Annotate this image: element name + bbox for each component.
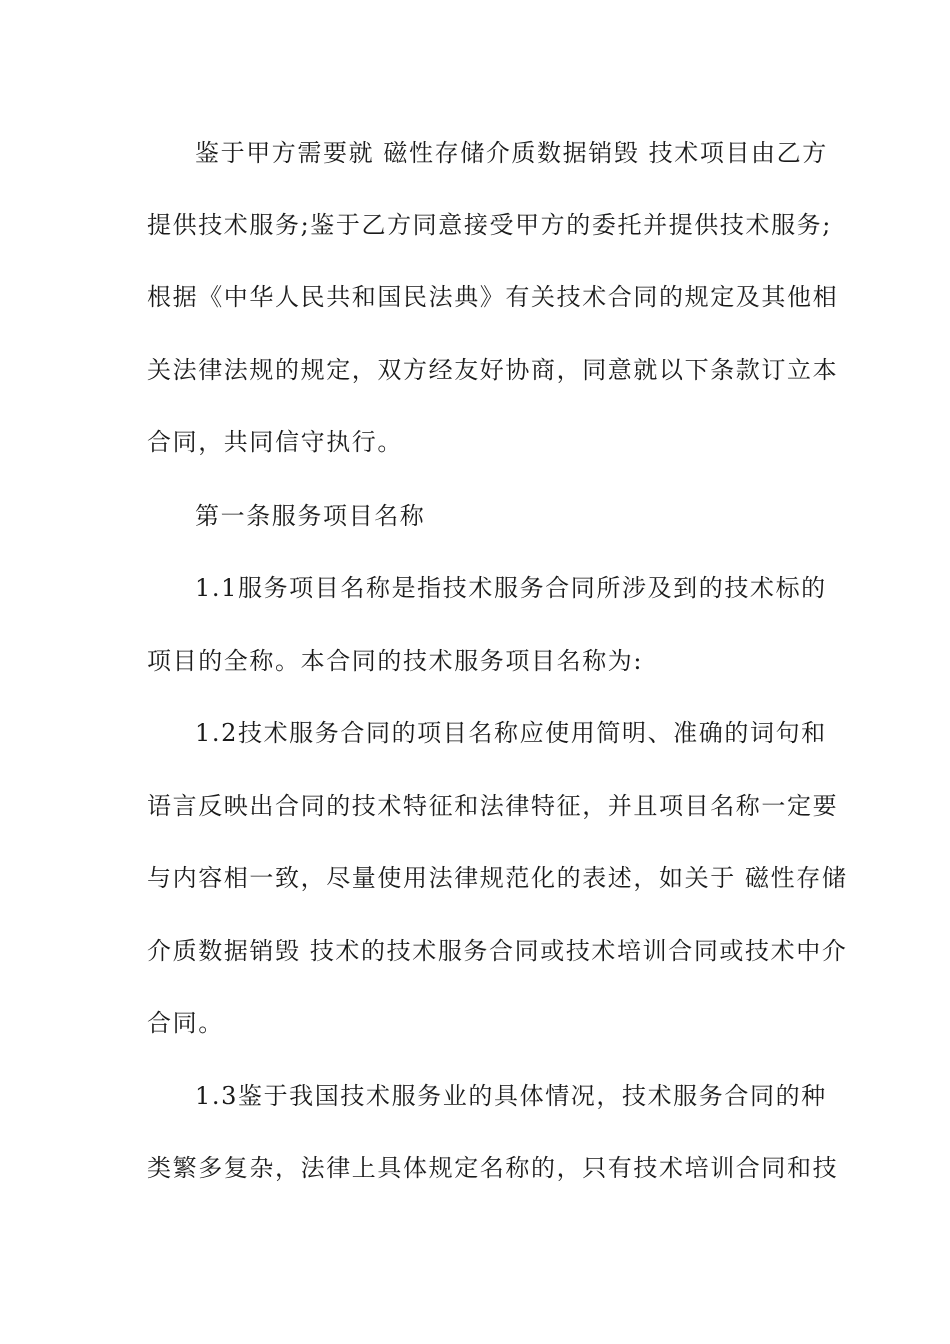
paragraph-line: 鉴于甲方需要就 磁性存储介质数据销毁 技术项目由乙方 — [195, 139, 828, 167]
paragraph-line: 与内容相一致，尽量使用法律规范化的表述，如关于 磁性存储 — [147, 864, 848, 892]
paragraph-line: 项目的全称。本合同的技术服务项目名称为: — [147, 647, 644, 675]
paragraph-line: 介质数据销毁 技术的技术服务合同或技术培训合同或技术中介 — [147, 937, 848, 965]
section-heading: 第一条服务项目名称 — [195, 502, 426, 530]
paragraph-line: 合同。 — [147, 1009, 224, 1037]
paragraph-line: 语言反映出合同的技术特征和法律特征，并且项目名称一定要 — [147, 792, 839, 820]
paragraph-line: 1.1服务项目名称是指技术服务合同所涉及到的技术标的 — [195, 574, 827, 602]
paragraph-line: 合同，共同信守执行。 — [147, 428, 403, 456]
paragraph-line: 提供技术服务;鉴于乙方同意接受甲方的委托并提供技术服务; — [147, 211, 832, 239]
paragraph-line: 关法律法规的规定，双方经友好协商，同意就以下条款订立本 — [147, 356, 839, 384]
paragraph-line: 1.3鉴于我国技术服务业的具体情况，技术服务合同的种 — [195, 1082, 827, 1110]
paragraph-line: 根据《中华人民共和国民法典》有关技术合同的规定及其他相 — [147, 283, 839, 311]
paragraph-line: 类繁多复杂，法律上具体规定名称的，只有技术培训合同和技 — [147, 1154, 839, 1182]
paragraph-line: 1.2技术服务合同的项目名称应使用简明、准确的词句和 — [195, 719, 827, 747]
